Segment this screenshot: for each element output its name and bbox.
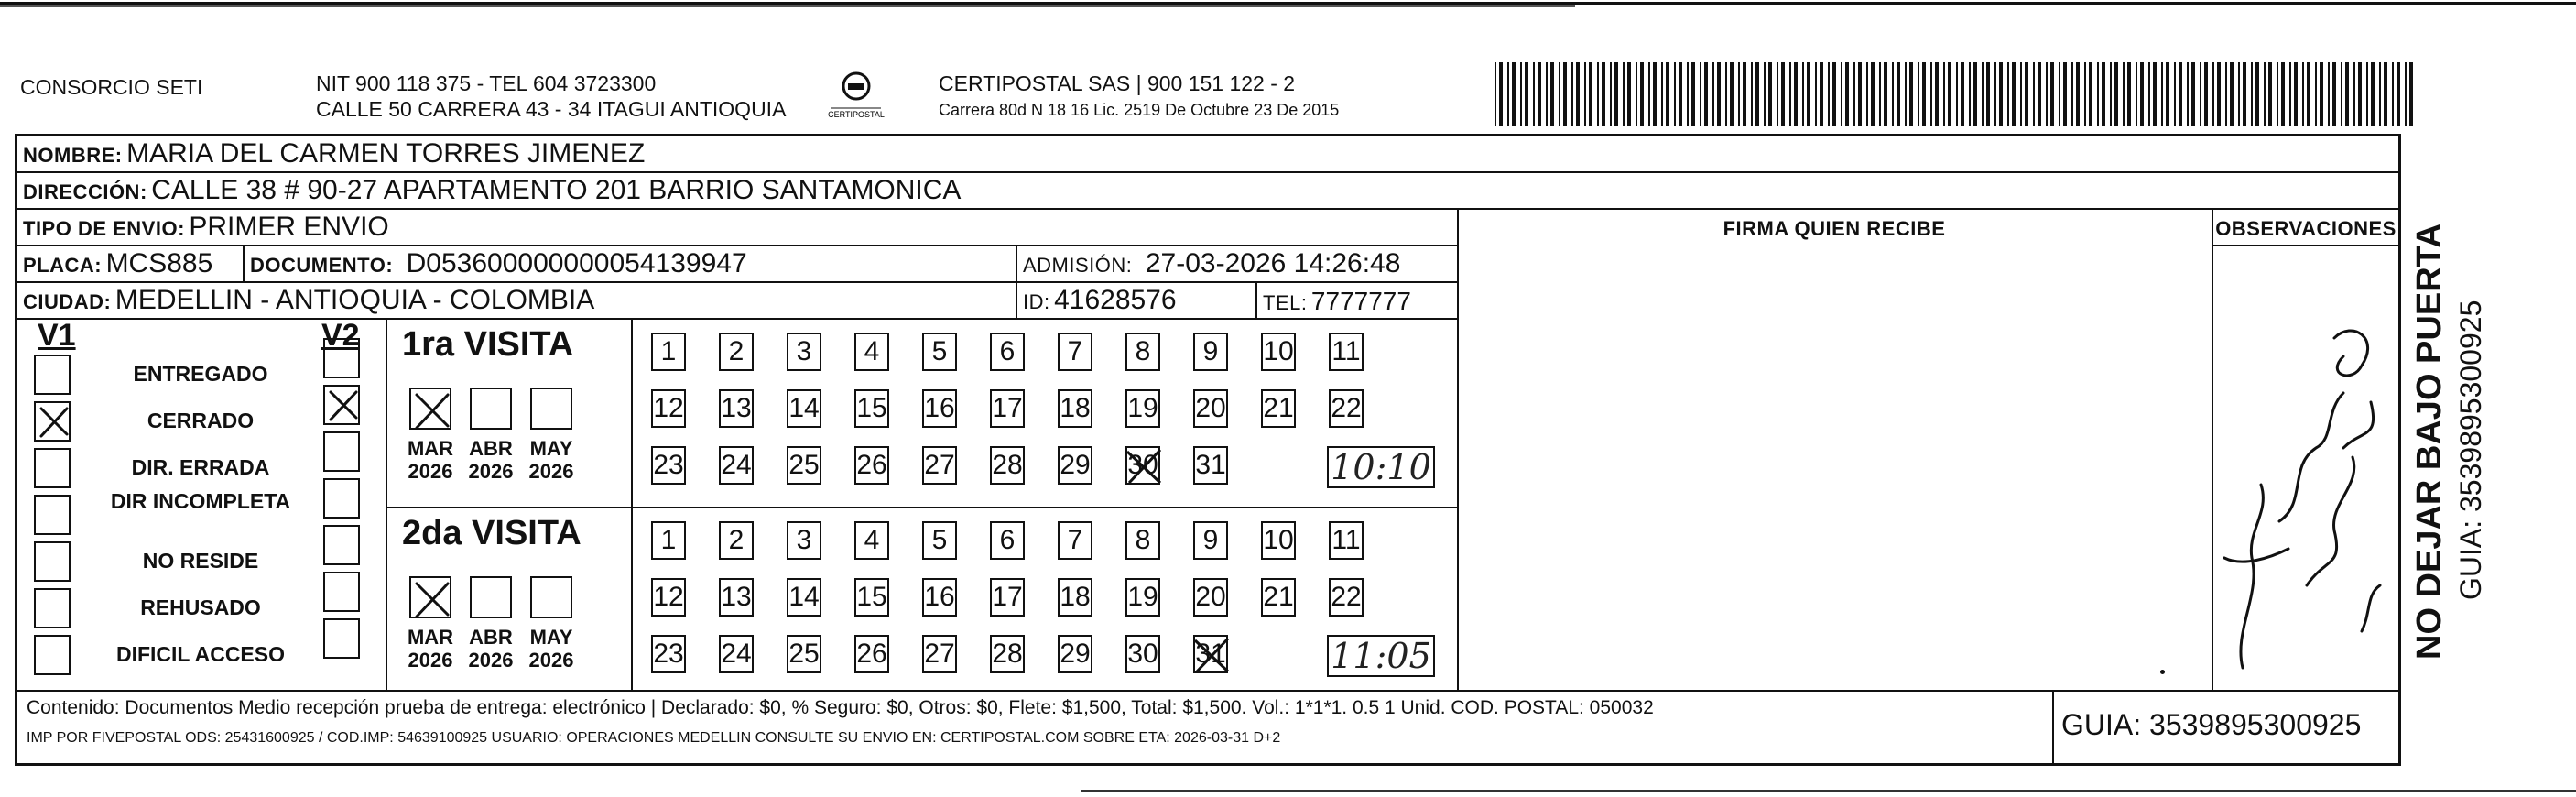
day-box[interactable]: 8 bbox=[1125, 521, 1160, 560]
nit-line: NIT 900 118 375 - TEL 604 3723300 bbox=[316, 71, 657, 95]
day-box[interactable]: 5 bbox=[922, 521, 957, 560]
documento-label: DOCUMENTO: bbox=[250, 254, 394, 277]
carrier-license: Carrera 80d N 18 16 Lic. 2519 De Octubre 23 De 2015 bbox=[939, 101, 1340, 119]
barcode bbox=[1495, 62, 2412, 126]
documento-row bbox=[250, 248, 747, 279]
address-label: DIRECCIÓN: bbox=[23, 180, 147, 203]
recipient-address: CALLE 38 # 90-27 APARTAMENTO 201 BARRIO SANTAMONICA bbox=[151, 175, 962, 205]
day-box[interactable]: 27 bbox=[922, 446, 957, 485]
guide-form bbox=[15, 134, 2401, 766]
status-v1-checkbox[interactable] bbox=[34, 355, 71, 395]
side-guia: GUIA: 3539895300925 bbox=[2454, 300, 2487, 600]
status-v2-checkbox[interactable] bbox=[323, 385, 360, 425]
day-box[interactable]: 9 bbox=[1193, 521, 1228, 560]
admision-label: ADMISIÓN: bbox=[1023, 254, 1133, 277]
day-box[interactable]: 23 bbox=[651, 635, 686, 673]
day-box[interactable]: 1 bbox=[651, 521, 686, 560]
day-box[interactable]: 10 bbox=[1261, 333, 1296, 371]
day-box[interactable]: 24 bbox=[719, 635, 754, 673]
month-label: MAR 2026 bbox=[407, 626, 454, 671]
day-box[interactable]: 1 bbox=[651, 333, 686, 371]
status-v2-checkbox[interactable] bbox=[323, 618, 360, 659]
month-checkbox[interactable] bbox=[530, 388, 572, 430]
month-checkbox[interactable] bbox=[470, 388, 512, 430]
day-box[interactable]: 15 bbox=[854, 578, 889, 617]
no-dejar-bajo-puerta: NO DEJAR BAJO PUERTA bbox=[2410, 223, 2449, 660]
day-box[interactable]: 14 bbox=[787, 578, 821, 617]
day-box[interactable]: 30 bbox=[1125, 635, 1160, 673]
day-box[interactable]: 29 bbox=[1058, 446, 1092, 485]
recipient-name: MARIA DEL CARMEN TORRES JIMENEZ bbox=[126, 138, 646, 169]
day-box[interactable]: 28 bbox=[990, 446, 1025, 485]
status-v1-checkbox[interactable] bbox=[34, 588, 71, 628]
day-box[interactable]: 7 bbox=[1058, 521, 1092, 560]
visit-title: 2da VISITA bbox=[402, 514, 582, 552]
month-label: MAY 2026 bbox=[528, 437, 574, 483]
day-box[interactable]: 18 bbox=[1058, 389, 1092, 428]
status-label: ENTREGADO bbox=[133, 362, 268, 386]
day-box[interactable]: 8 bbox=[1125, 333, 1160, 371]
tipo-row bbox=[23, 212, 389, 243]
company-name: CONSORCIO SETI bbox=[20, 75, 203, 99]
firma-header: FIRMA QUIEN RECIBE bbox=[1723, 217, 1946, 240]
tipo-label: TIPO DE ENVIO: bbox=[23, 217, 185, 240]
tel-row bbox=[1263, 287, 1411, 316]
day-box[interactable]: 17 bbox=[990, 578, 1025, 617]
day-box[interactable]: 4 bbox=[854, 333, 889, 371]
month-label: MAY 2026 bbox=[528, 626, 574, 671]
v1-label: V1 bbox=[38, 318, 76, 353]
day-box[interactable]: 2 bbox=[719, 521, 754, 560]
day-box[interactable]: 20 bbox=[1193, 389, 1228, 428]
day-box[interactable]: 3 bbox=[787, 333, 821, 371]
day-box[interactable]: 22 bbox=[1329, 389, 1364, 428]
ciudad-value: MEDELLIN - ANTIOQUIA - COLOMBIA bbox=[114, 285, 595, 315]
status-v2-checkbox[interactable] bbox=[323, 525, 360, 565]
placa-row bbox=[23, 248, 212, 279]
day-box[interactable]: 26 bbox=[854, 446, 889, 485]
day-box[interactable]: 5 bbox=[922, 333, 957, 371]
day-box[interactable]: 12 bbox=[651, 578, 686, 617]
month-label: ABR 2026 bbox=[468, 437, 514, 483]
status-v1-checkbox[interactable] bbox=[34, 635, 71, 675]
day-box[interactable]: 28 bbox=[990, 635, 1025, 673]
bottom-rule bbox=[1081, 790, 2576, 792]
status-label: DIR. ERRADA bbox=[131, 455, 270, 479]
status-v2-checkbox[interactable] bbox=[323, 572, 360, 612]
address-row bbox=[23, 175, 961, 206]
id-value: 41628576 bbox=[1054, 285, 1177, 315]
name-label: NOMBRE: bbox=[23, 144, 123, 167]
tel-label: TEL: bbox=[1263, 291, 1308, 314]
id-row bbox=[1023, 285, 1177, 316]
admision-row bbox=[1023, 248, 1400, 279]
visit-time: 10:10 bbox=[1327, 446, 1435, 488]
signature-dot bbox=[2160, 670, 2165, 674]
tel-value: 7777777 bbox=[1310, 287, 1411, 315]
day-box[interactable]: 25 bbox=[787, 446, 821, 485]
day-box[interactable]: 19 bbox=[1125, 578, 1160, 617]
day-box[interactable]: 21 bbox=[1261, 389, 1296, 428]
address-line: CALLE 50 CARRERA 43 - 34 ITAGUI ANTIOQUIA bbox=[316, 97, 787, 121]
name-row bbox=[23, 138, 645, 169]
day-box[interactable]: 20 bbox=[1193, 578, 1228, 617]
day-box[interactable]: 26 bbox=[854, 635, 889, 673]
day-box[interactable]: 11 bbox=[1329, 333, 1364, 371]
month-checkbox[interactable] bbox=[409, 576, 451, 618]
status-v2-checkbox[interactable] bbox=[323, 338, 360, 378]
month-checkbox[interactable] bbox=[409, 388, 451, 430]
id-label: ID: bbox=[1023, 290, 1050, 313]
day-box[interactable]: 31 bbox=[1193, 446, 1228, 485]
status-v1-checkbox[interactable] bbox=[34, 401, 71, 442]
day-box[interactable]: 12 bbox=[651, 389, 686, 428]
day-box[interactable]: 31 bbox=[1193, 635, 1228, 673]
day-box[interactable]: 14 bbox=[787, 389, 821, 428]
status-v2-checkbox[interactable] bbox=[323, 431, 360, 472]
day-box[interactable]: 6 bbox=[990, 333, 1025, 371]
day-box[interactable]: 4 bbox=[854, 521, 889, 560]
day-box[interactable]: 16 bbox=[922, 389, 957, 428]
v2-label: V2 bbox=[321, 318, 360, 353]
status-label: DIFICIL ACCESO bbox=[115, 642, 285, 666]
top-rule bbox=[0, 2, 2576, 5]
status-v1-checkbox[interactable] bbox=[34, 448, 71, 488]
day-box[interactable]: 18 bbox=[1058, 578, 1092, 617]
month-label: ABR 2026 bbox=[468, 626, 514, 671]
signature-scribble bbox=[2206, 283, 2398, 686]
day-box[interactable]: 10 bbox=[1261, 521, 1296, 560]
day-box[interactable]: 7 bbox=[1058, 333, 1092, 371]
visit-title: 1ra VISITA bbox=[402, 325, 574, 364]
status-label: DIR INCOMPLETA bbox=[110, 489, 291, 513]
ciudad-row bbox=[23, 285, 594, 316]
day-box[interactable]: 27 bbox=[922, 635, 957, 673]
imp-text: IMP POR FIVEPOSTAL ODS: 25431600925 / COD.IMP: 54639100925 USUARIO: OPERACIONES MEDELLIN CONSULTE SU ENVIO EN: CERTIPOSTAL.COM SOBRE ETA: 2026-03-31 D+2 bbox=[27, 730, 1281, 746]
day-box[interactable]: 3 bbox=[787, 521, 821, 560]
tipo-value: PRIMER ENVIO bbox=[189, 212, 389, 242]
carrier-line: CERTIPOSTAL SAS | 900 151 122 - 2 bbox=[939, 71, 1296, 95]
placa-label: PLACA: bbox=[23, 254, 103, 277]
day-box[interactable]: 15 bbox=[854, 389, 889, 428]
certipostal-logo bbox=[815, 68, 897, 123]
day-box[interactable]: 2 bbox=[719, 333, 754, 371]
day-box[interactable]: 19 bbox=[1125, 389, 1160, 428]
month-checkbox[interactable] bbox=[470, 576, 512, 618]
contenido-text: Contenido: Documentos Medio recepción prueba de entrega: electrónico | Declarado: $0, % Seguro: $0, Otros: $0, Flete: $1,500, Total: $1,500. Vol.: 1*1*1. 0.5 1 Unid. COD. POSTAL: 050032 bbox=[27, 697, 1654, 718]
guia-box: GUIA: 3539895300925 bbox=[2061, 708, 2362, 741]
logo-text: CERTIPOSTAL bbox=[828, 110, 885, 119]
day-box[interactable]: 13 bbox=[719, 578, 754, 617]
day-box[interactable]: 21 bbox=[1261, 578, 1296, 617]
month-label: MAR 2026 bbox=[407, 437, 454, 483]
month-checkbox[interactable] bbox=[530, 576, 572, 618]
day-box[interactable]: 17 bbox=[990, 389, 1025, 428]
day-box[interactable]: 16 bbox=[922, 578, 957, 617]
day-box[interactable]: 6 bbox=[990, 521, 1025, 560]
day-box[interactable]: 9 bbox=[1193, 333, 1228, 371]
day-box[interactable]: 22 bbox=[1329, 578, 1364, 617]
observaciones-header: OBSERVACIONES bbox=[2215, 217, 2397, 240]
placa-value: MCS885 bbox=[105, 248, 213, 278]
status-label: CERRADO bbox=[147, 409, 255, 432]
documento-value: D053600000000054139947 bbox=[406, 248, 747, 278]
status-v2-checkbox[interactable] bbox=[323, 478, 360, 519]
day-box[interactable]: 25 bbox=[787, 635, 821, 673]
status-label: REHUSADO bbox=[140, 595, 261, 619]
ciudad-label: CIUDAD: bbox=[23, 290, 112, 313]
day-box[interactable]: 29 bbox=[1058, 635, 1092, 673]
status-v1-checkbox[interactable] bbox=[34, 495, 71, 535]
visit-time: 11:05 bbox=[1327, 635, 1435, 677]
top-rule-2 bbox=[0, 5, 1575, 7]
status-label: NO RESIDE bbox=[142, 549, 259, 573]
status-v1-checkbox[interactable] bbox=[34, 541, 71, 582]
day-box[interactable]: 30 bbox=[1125, 446, 1160, 485]
admision-value: 27-03-2026 14:26:48 bbox=[1145, 248, 1401, 278]
day-box[interactable]: 11 bbox=[1329, 521, 1364, 560]
day-box[interactable]: 24 bbox=[719, 446, 754, 485]
day-box[interactable]: 23 bbox=[651, 446, 686, 485]
day-box[interactable]: 13 bbox=[719, 389, 754, 428]
